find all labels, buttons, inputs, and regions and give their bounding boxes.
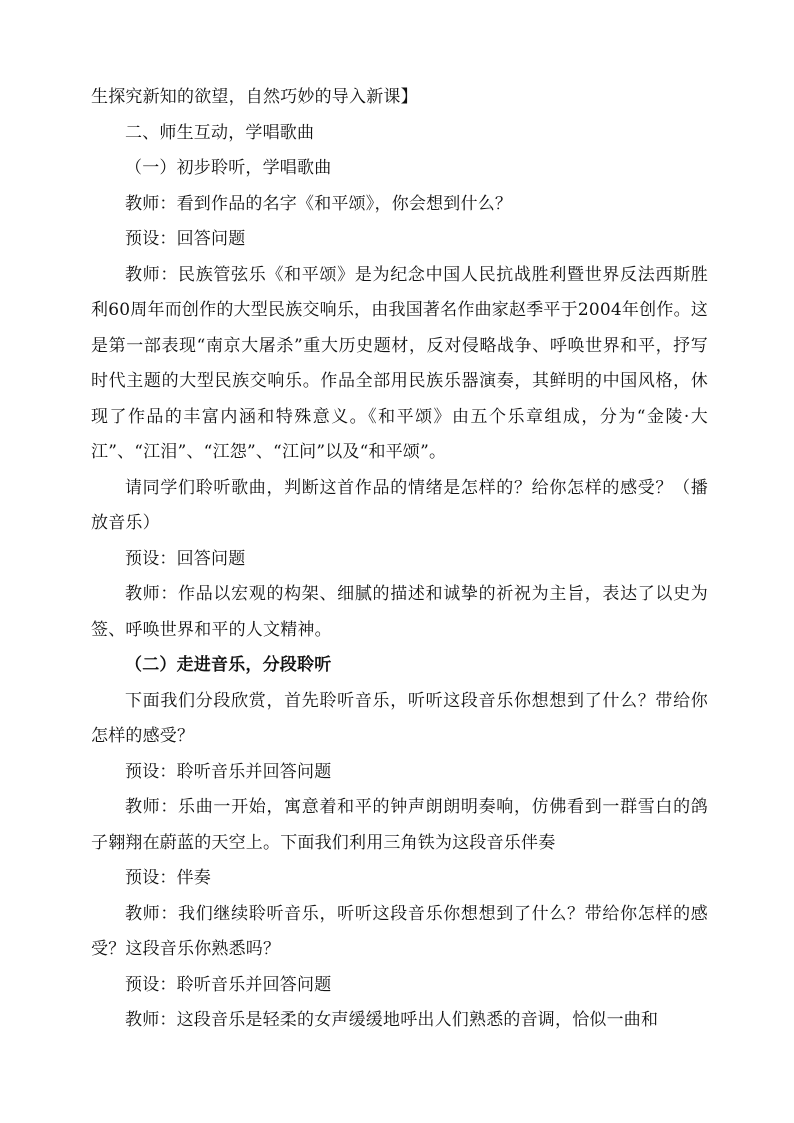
document-body bbox=[91, 80, 708, 1039]
paragraph: 预设：伴奏 bbox=[125, 868, 211, 888]
subsection-heading: （一）初步聆听，学唱歌曲 bbox=[125, 158, 332, 178]
section-heading: 二、师生互动，学唱歌曲 bbox=[125, 122, 315, 143]
paragraph: 教师：乐曲一开始，寓意着和平的钟声朗朗明奏响，仿佛看到一群雪白的鸽子翱翔在蔚蓝的天空上。下面我们利用三角铁为这段音乐伴奏 bbox=[91, 797, 708, 853]
paragraph: 预设：回答问题 bbox=[125, 229, 246, 249]
paragraph: 预设：聆听音乐并回答问题 bbox=[125, 761, 332, 782]
paragraph: 下面我们分段欣赏，首先聆听音乐，听听这段音乐你想想到了什么？带给你怎样的感受？ bbox=[91, 690, 708, 746]
paragraph: 教师：民族管弦乐《和平颂》是为纪念中国人民抗战胜利暨世界反法西斯胜利60周年而创作的大型民族交响乐，由我国著名作曲家赵季平于2004年创作。这是第一部表现“南京大屠杀”重大历史题材，反对侵略战争、呼唤世界和平，抒写时代主题的大型民族交响乐。作品全部用民族乐器演奏，其鲜明的中国风格，休现了作品的丰富内涵和特殊意义。《和平颂》由五个乐章组成，分为“金陵·大江”、“江泪”、“江怨”、“江问”以及“和平颂”。 bbox=[91, 264, 708, 462]
paragraph: 教师：我们继续聆听音乐，听听这段音乐你想想到了什么？带给你怎样的感受？这段音乐你熟悉吗？ bbox=[91, 903, 708, 959]
paragraph: 请同学们聆听歌曲，判断这首作品的情绪是怎样的？给你怎样的感受？（播放音乐） bbox=[91, 477, 708, 533]
paragraph: 预设：回答问题 bbox=[125, 548, 246, 569]
paragraph: 教师：这段音乐是轻柔的女声缓缓地呼出人们熟悉的音调，恰似一曲和 bbox=[125, 1010, 659, 1030]
subsection-heading: （二）走进音乐，分段聆听 bbox=[125, 655, 332, 675]
paragraph: 教师：看到作品的名字《和平颂》，你会想到什么？ bbox=[125, 193, 513, 214]
paragraph: 生探究新知的欲望，自然巧妙的导入新课】 bbox=[91, 87, 418, 107]
paragraph: 教师：作品以宏观的构架、细腻的描述和诚挚的祈祝为主旨，表达了以史为签、呼唤世界和平的人文精神。 bbox=[91, 584, 708, 640]
paragraph: 预设：聆听音乐并回答问题 bbox=[125, 974, 332, 995]
